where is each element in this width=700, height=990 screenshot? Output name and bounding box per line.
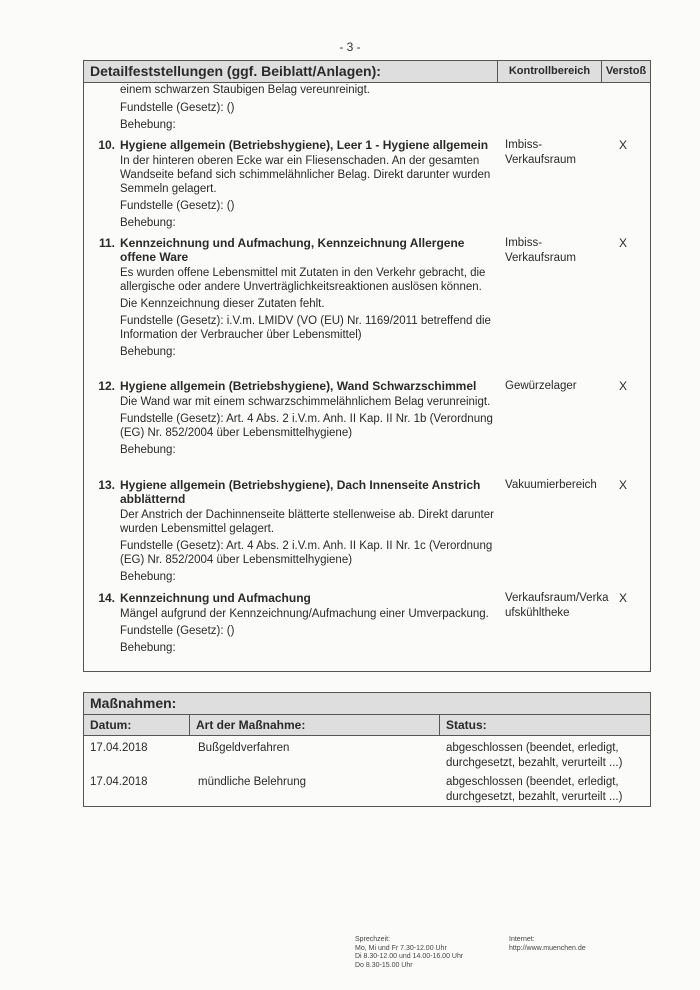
finding-behebung: Behebung: (120, 642, 176, 654)
column-measure-type: Art der Maßnahme: (190, 715, 440, 735)
finding-number: 12. (98, 379, 115, 393)
measure-date: 17.04.2018 (90, 776, 148, 788)
office-hours-line: Di 8.30-12.00 und 14.00-16.00 Uhr (355, 953, 464, 960)
internet-url: http://www.muenchen.de (509, 944, 586, 952)
internet-label: Internet: (509, 936, 535, 943)
page-number: - 3 - (339, 40, 361, 54)
measures-title: Maßnahmen: (84, 693, 650, 715)
finding-number: 11. (98, 236, 115, 250)
measures-table-header (84, 715, 650, 736)
finding-area: Verkaufsraum/Verkaufskühltheke (505, 592, 609, 619)
office-hours-line: Mo, Mi und Fr 7.30-12.00 Uhr (355, 944, 447, 952)
violation-mark: X (618, 379, 627, 393)
finding-behebung: Behebung: (120, 444, 176, 456)
violation-mark: X (618, 478, 627, 492)
finding-body (120, 607, 496, 658)
continuation-behebung: Behebung: (120, 119, 176, 131)
column-kontrollbereich: Kontrollbereich (498, 61, 602, 82)
finding-title: Hygiene allgemein (Betriebshygiene), Dach Innenseite Anstrich abblätternd (120, 478, 481, 506)
finding-body (120, 266, 496, 362)
finding-description: In der hinteren oberen Ecke war ein Fliesenschaden. An der gesamten Wandseite befand sich schimmelähnlicher Belag. Direkt darunter wurden Semmeln gelagert. (120, 155, 491, 195)
finding-body (120, 395, 496, 460)
finding-fundstelle: Fundstelle (Gesetz): () (120, 200, 235, 212)
details-section (83, 60, 651, 672)
details-header (84, 61, 650, 83)
finding-behebung: Behebung: (120, 346, 176, 358)
finding-area: Imbiss-Verkaufsraum (505, 139, 576, 166)
continuation-text: einem schwarzen Staubigen Belag vereunreinigt. (120, 84, 370, 96)
violation-mark: X (618, 236, 627, 250)
finding-area: Imbiss-Verkaufsraum (505, 237, 576, 264)
finding-description: Der Anstrich der Dachinnenseite blätterte stellenweise ab. Direkt darunter wurden Lebensmittel gelagert. (120, 509, 494, 535)
finding-fundstelle: Fundstelle (Gesetz): Art. 4 Abs. 2 i.V.m. Anh. II Kap. II Nr. 1c (Verordnung (EG) Nr. 852/2004 über Lebensmittelhygiene) (120, 540, 493, 566)
violation-mark: X (618, 138, 627, 152)
finding-title: Hygiene allgemein (Betriebshygiene), Leer 1 - Hygiene allgemein (120, 138, 489, 152)
finding-body (120, 508, 496, 587)
finding-behebung: Behebung: (120, 217, 176, 229)
office-hours-label: Sprechzeit: (355, 936, 391, 943)
measures-section (83, 692, 651, 807)
footer-internet (509, 936, 586, 953)
finding-fundstelle: Fundstelle (Gesetz): i.V.m. LMIDV (VO (EU) Nr. 1169/2011 betreffend die Information der Verbraucher über Lebensmittel) (120, 315, 491, 341)
table-row (84, 770, 650, 804)
finding-fundstelle: Fundstelle (Gesetz): Art. 4 Abs. 2 i.V.m. Anh. II Kap. II Nr. 1b (Verordnung (EG) Nr. 852/2004 über Lebensmittelhygiene) (120, 413, 493, 439)
details-title: Detailfeststellungen (ggf. Beiblatt/Anlagen): (84, 61, 498, 82)
violation-mark: X (618, 591, 627, 605)
measure-status: abgeschlossen (beendet, erledigt, durchgesetzt, bezahlt, verurteilt ...) (446, 742, 623, 769)
measure-type: Bußgeldverfahren (198, 742, 290, 754)
finding-fundstelle: Fundstelle (Gesetz): () (120, 625, 235, 637)
table-row (84, 736, 650, 770)
finding-description-2: Die Kennzeichnung dieser Zutaten fehlt. (120, 298, 325, 310)
finding-number: 13. (98, 478, 115, 492)
finding-body (120, 154, 496, 233)
finding-number: 14. (98, 591, 115, 605)
finding-area: Gewürzelager (505, 380, 577, 392)
finding-area: Vakuumierbereich (505, 479, 597, 491)
measure-status: abgeschlossen (beendet, erledigt, durchgesetzt, bezahlt, verurteilt ...) (446, 776, 623, 803)
measure-type: mündliche Belehrung (198, 776, 307, 788)
measure-date: 17.04.2018 (90, 742, 148, 754)
column-date: Datum: (84, 715, 190, 735)
finding-description: Es wurden offene Lebensmittel mit Zutaten in den Verkehr gebracht, die allergische oder andere Unverträglichkeitsreaktionen auslösen können. (120, 267, 486, 293)
finding-title: Hygiene allgemein (Betriebshygiene), Wand Schwarzschimmel (120, 379, 477, 393)
office-hours-line: Do 8.30-15.00 Uhr (355, 961, 413, 969)
footer-office-hours (355, 936, 463, 970)
finding-number: 10. (98, 138, 115, 152)
finding-behebung: Behebung: (120, 571, 176, 583)
finding-description: Die Wand war mit einem schwarzschimmelähnlichem Belag verunreinigt. (120, 396, 491, 408)
column-status: Status: (446, 718, 487, 732)
continuation-fundstelle: Fundstelle (Gesetz): () (120, 102, 235, 114)
finding-title: Kennzeichnung und Aufmachung (120, 591, 311, 605)
finding-description: Mängel aufgrund der Kennzeichnung/Aufmachung einer Umverpackung. (120, 608, 489, 620)
finding-title: Kennzeichnung und Aufmachung, Kennzeichnung Allergene offene Ware (120, 236, 465, 264)
column-verstoss: Verstoß (605, 65, 647, 77)
